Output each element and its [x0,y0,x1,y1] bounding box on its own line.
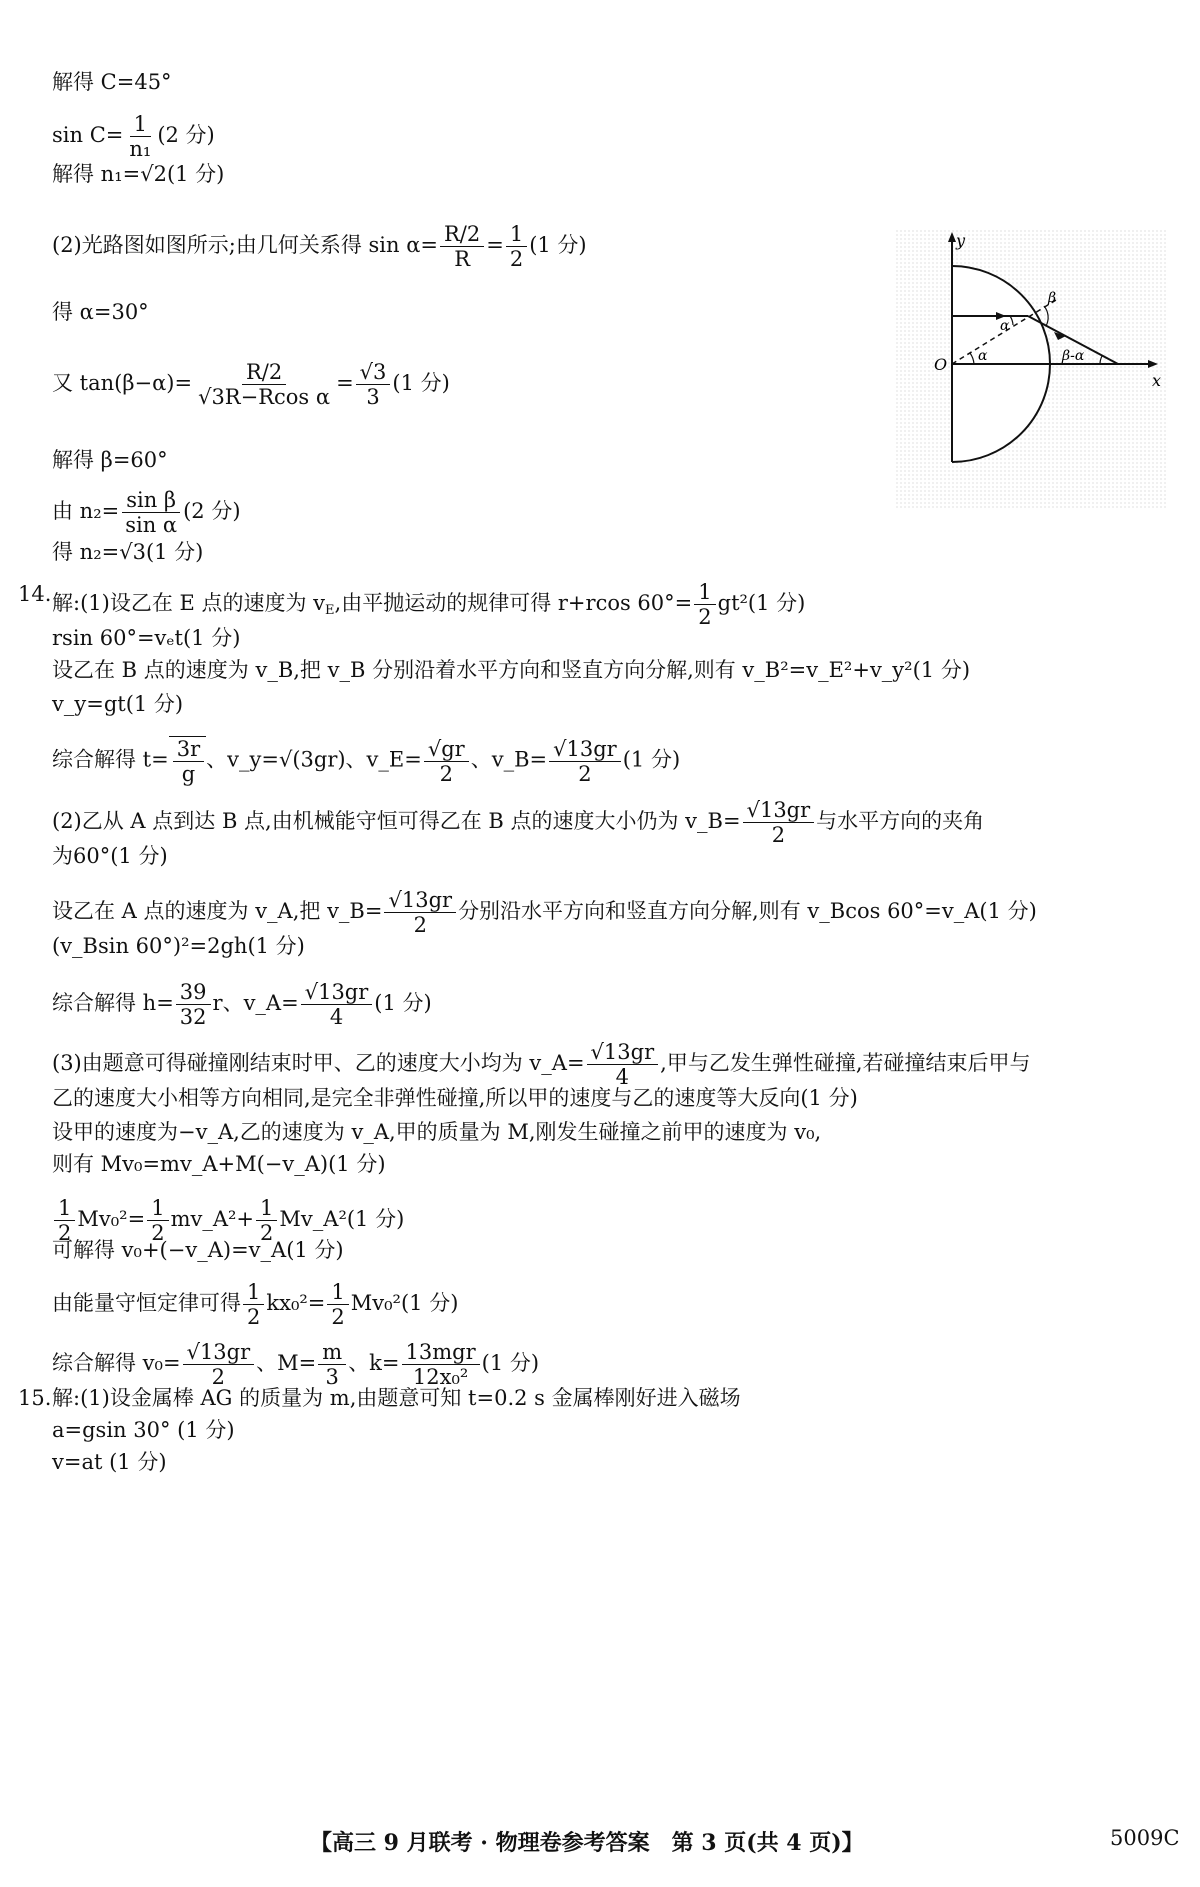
formula-line: $\frac{1}{2}$ Mv₀²= $\frac{1}{2}$ mv_A²+ $\frac{1}{2}$ Mv_A²(1 分) [52,1196,404,1245]
text-line: 解得 β=60° [52,448,168,472]
text-line: 设乙在 B 点的速度为 v_B,把 v_B 分别沿着水平方向和竖直方向分解,则有 v_B²=v_E²+v_y²(1 分) [52,658,971,682]
text-line: 得 n₂=√3(1 分) [52,540,204,564]
formula-line: 又 tan(β−α)= $\frac{R/2}{\text{√3R−Rcos α}}$ = $\frac{√3}{3}$ (1 分) [52,360,450,409]
y-axis-label: y [956,231,966,250]
text-line: 可解得 v₀+(−v_A)=v_A(1 分) [52,1238,344,1262]
formula-line: 综合解得 v₀= $\frac{√13gr}{2}$ 、M= $\frac{m}{3}$ 、k= $\frac{\text{13mgr}}{\text{12x₀²}}$ (1 分) [52,1340,540,1389]
text-line: 解:(1)设金属棒 AG 的质量为 m,由题意可知 t=0.2 s 金属棒刚好进入磁场 [52,1386,741,1410]
text-line: v_y=gt(1 分) [52,692,184,716]
page-footer: 【高三 9 月联考 · 物理卷参考答案 第 3 页(共 4 页)】 [310,1830,864,1856]
formula-line: 解:(1)设乙在 E 点的速度为 $v_E$,由平抛运动的规律可得 r+rcos 60°= $\frac{1}{2}$ gt²(1 分) [52,580,806,629]
formula-line: 综合解得 t= $\frac{3r}{g}$ 、v_y=√(3gr)、v_E= $\frac{√gr}{2}$ 、v_B= $\frac{√13gr}{2}$ (1 分) [52,736,681,786]
angle-beta-label: β [1048,290,1057,306]
text-line: 乙的速度大小相等方向相同,是完全非弹性碰撞,所以甲的速度与乙的速度等大反向(1 分) [52,1086,858,1110]
light-path-figure [896,230,1168,510]
formula-line: (2)光路图如图所示;由几何关系得 sin α= $\frac{R/2}{R}$ = $\frac{1}{2}$ (1 分) [52,222,587,271]
formula-line: 设乙在 A 点的速度为 v_A,把 v_B= $\frac{√13gr}{2}$ 分别沿水平方向和竖直方向分解,则有 v_Bcos 60°=v_A(1 分) [52,888,1037,937]
angle-alpha-label: α [978,348,988,364]
question-number: 14. [18,582,52,606]
text-line: (v_Bsin 60°)²=2gh(1 分) [52,934,305,958]
angle-beta-minus-alpha-label: β-α [1062,348,1085,364]
text-line: 则有 Mv₀=mv_A+M(−v_A)(1 分) [52,1152,386,1176]
text-line: rsin 60°=vₑt(1 分) [52,626,241,650]
formula-line: 由 n₂= $\frac{\text{sin β}}{\text{sin α}}$ (2 分) [52,488,241,537]
formula-line: (3)由题意可得碰撞刚结束时甲、乙的速度大小均为 v_A= $\frac{√13gr}{4}$ ,甲与乙发生弹性碰撞,若碰撞结束后甲与 [52,1040,1031,1089]
formula-line: 综合解得 h= $\frac{39}{32}$ r、v_A= $\frac{√13gr}{4}$ (1 分) [52,980,432,1029]
question-number: 15. [18,1386,52,1410]
text-line: 解得 n₁=√2(1 分) [52,162,225,186]
formula-line: sin C= $\frac{1}{\text{n₁}}$ (2 分) [52,112,215,161]
text-line: 为60°(1 分) [52,844,168,868]
formula-line: (2)乙从 A 点到达 B 点,由机械能守恒可得乙在 B 点的速度大小仍为 v_B= $\frac{√13gr}{2}$ 与水平方向的夹角 [52,798,985,847]
text-line: 解得 C=45° [52,70,172,94]
text-line: 得 α=30° [52,300,149,324]
angle-alpha-label: α [1000,318,1010,334]
paper-code: 5009C [1110,1826,1180,1850]
x-axis-label: x [1152,371,1162,390]
formula-line: 由能量守恒定律可得 $\frac{1}{2}$ kx₀²= $\frac{1}{2}$ Mv₀²(1 分) [52,1280,459,1329]
text-line: a=gsin 30° (1 分) [52,1418,235,1442]
text-line: 设甲的速度为−v_A,乙的速度为 v_A,甲的质量为 M,刚发生碰撞之前甲的速度为 v₀, [52,1120,822,1144]
text-line: v=at (1 分) [52,1450,167,1474]
origin-label: O [934,355,948,374]
